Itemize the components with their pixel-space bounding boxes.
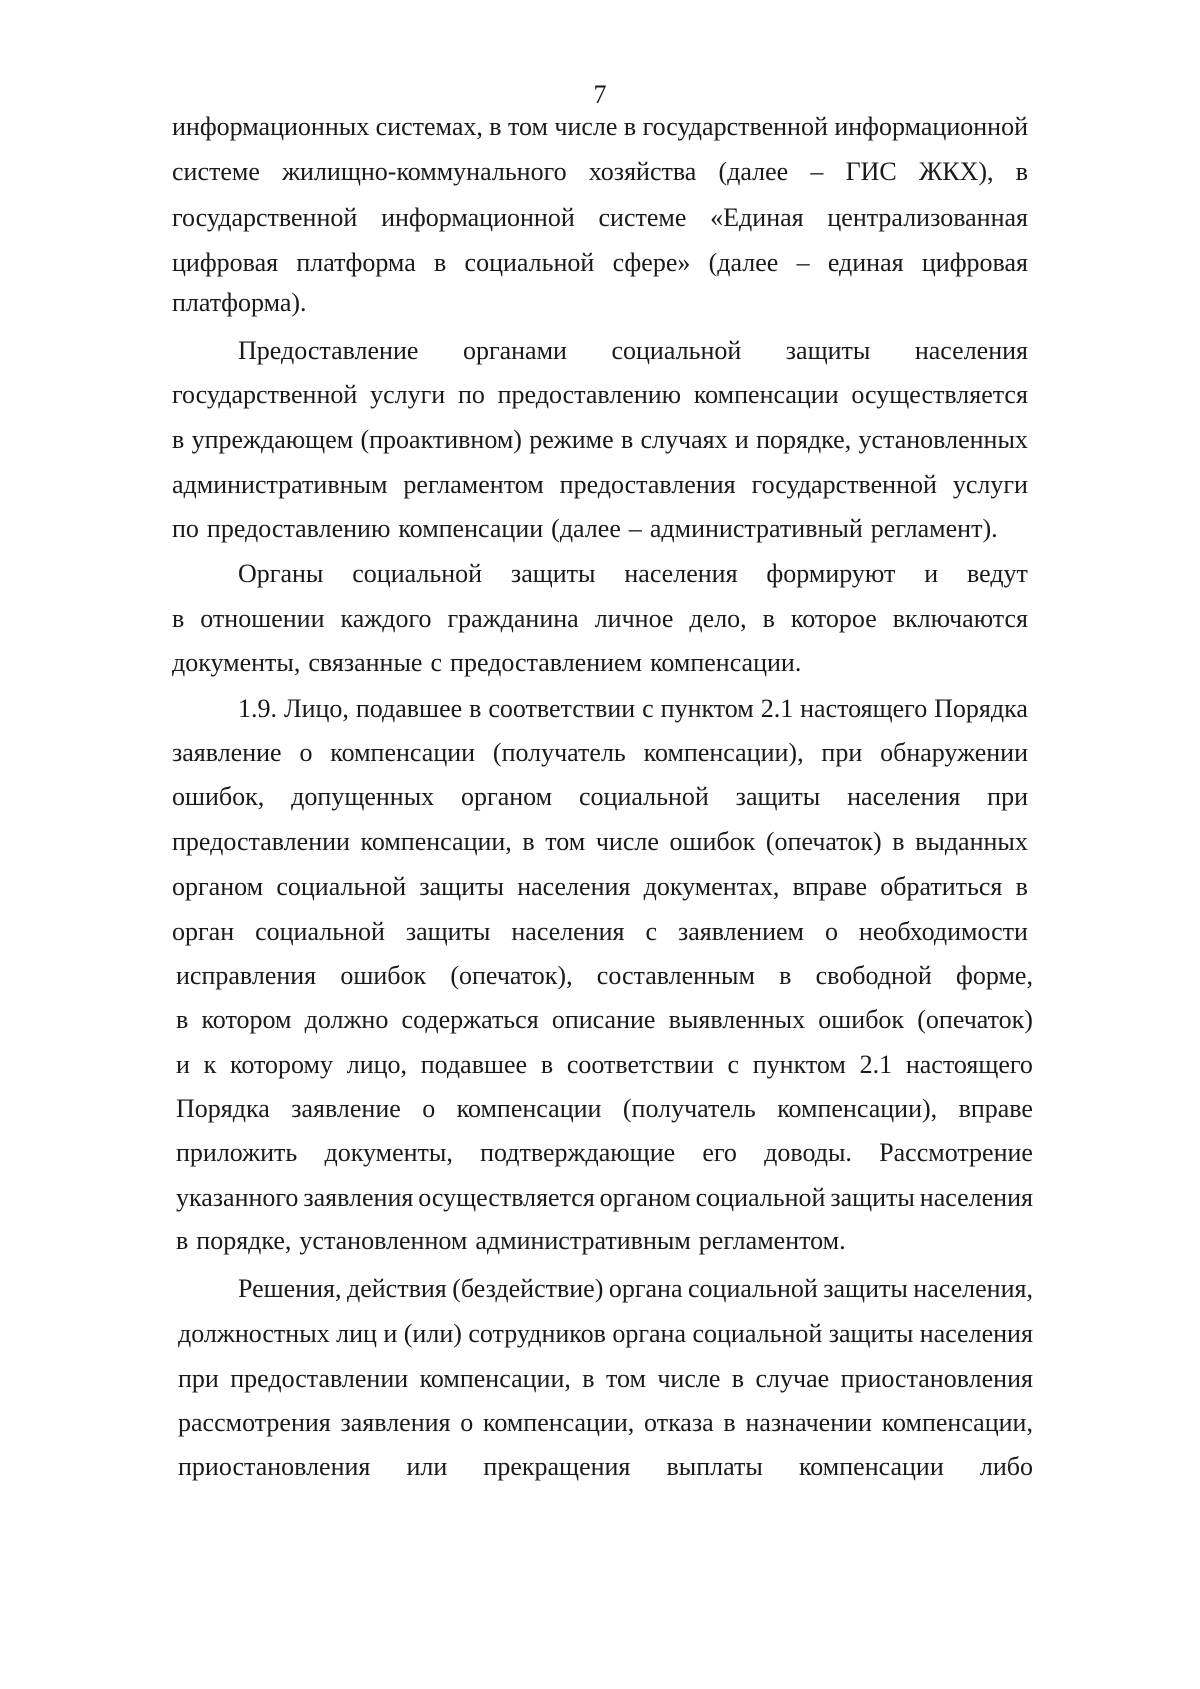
text-line: при предоставлении компенсации, в том числе в случае приостановления xyxy=(178,1364,1033,1393)
text-line: административным регламентом предоставления государственной услуги xyxy=(172,470,1028,499)
text-line: 1.9. Лицо, подавшее в соответствии с пунктом 2.1 настоящего Порядка xyxy=(238,694,1028,723)
text-line: предоставлении компенсации, в том числе ошибок (опечаток) в выданных xyxy=(172,827,1028,856)
text-line: приложить документы, подтверждающие его доводы. Рассмотрение xyxy=(176,1138,1033,1167)
text-line: цифровая платформа в социальной сфере» (далее – единая цифровая xyxy=(172,248,1028,277)
text-line: в упреждающем (проактивном) режиме в случаях и порядке, установленных xyxy=(172,425,1028,454)
text-line: Порядка заявление о компенсации (получатель компенсации), вправе xyxy=(176,1094,1033,1123)
text-line: указанного заявления осуществляется органом социальной защиты населения xyxy=(176,1183,1033,1212)
text-line: должностных лиц и (или) сотрудников органа социальной защиты населения xyxy=(178,1319,1033,1348)
text-line: платформа). xyxy=(172,288,307,317)
text-line: Решения, действия (бездействие) органа социальной защиты населения, xyxy=(238,1274,1033,1303)
text-line: Предоставление органами социальной защиты населения xyxy=(238,336,1028,365)
text-line: государственной услуги по предоставлению компенсации осуществляется xyxy=(172,380,1028,409)
text-line: в отношении каждого гражданина личное дело, в которое включаются xyxy=(172,604,1028,633)
text-line: ошибок, допущенных органом социальной защиты населения при xyxy=(172,782,1028,811)
text-line: государственной информационной системе «Единая централизованная xyxy=(172,203,1028,232)
text-line: заявление о компенсации (получатель компенсации), при обнаружении xyxy=(172,738,1028,767)
text-line: Органы социальной защиты населения формируют и ведут xyxy=(238,559,1028,588)
text-line: системе жилищно-коммунального хозяйства (далее – ГИС ЖКХ), в xyxy=(172,157,1028,186)
text-line: орган социальной защиты населения с заявлением о необходимости xyxy=(172,917,1028,946)
text-line: в порядке, установленном административным регламентом. xyxy=(176,1226,846,1255)
text-line: информационных системах, в том числе в государственной информационной xyxy=(172,112,1028,141)
text-line: по предоставлению компенсации (далее – административный регламент). xyxy=(172,514,998,543)
text-line: органом социальной защиты населения документах, вправе обратиться в xyxy=(172,872,1028,901)
text-line: приостановления или прекращения выплаты компенсации либо xyxy=(178,1452,1033,1481)
text-line: в котором должно содержаться описание выявленных ошибок (опечаток) xyxy=(176,1005,1033,1034)
page-number: 7 xyxy=(593,80,607,109)
text-line: исправления ошибок (опечаток), составленным в свободной форме, xyxy=(176,961,1033,990)
text-line: рассмотрения заявления о компенсации, отказа в назначении компенсации, xyxy=(178,1408,1033,1437)
text-line: и к которому лицо, подавшее в соответствии с пунктом 2.1 настоящего xyxy=(176,1050,1033,1079)
text-line: документы, связанные с предоставлением компенсации. xyxy=(172,648,802,677)
